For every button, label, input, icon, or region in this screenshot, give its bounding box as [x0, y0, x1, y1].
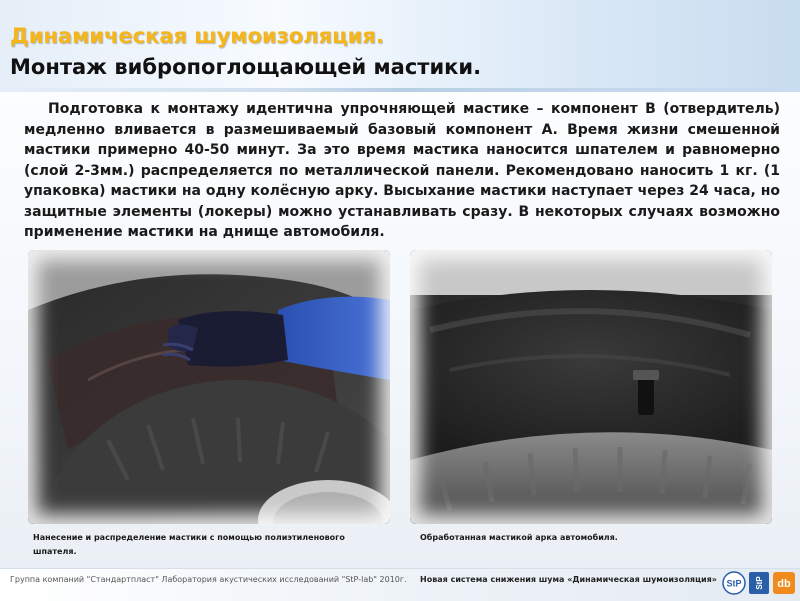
photo-treated-arch-image — [410, 250, 772, 524]
right-photo-caption: Обработанная мастикой арка автомобиля. — [420, 533, 618, 542]
left-photo-caption: Нанесение и распределение мастики с помощью полиэтиленового шпателя. — [33, 533, 345, 556]
footer-band — [0, 568, 800, 601]
page-subtitle: Монтаж вибропоглощающей мастики. — [10, 55, 482, 79]
page-title: Динамическая шумоизоляция. — [10, 24, 384, 48]
photo-applying-mastic — [28, 250, 390, 524]
db-logo-icon — [772, 571, 796, 595]
stp-logo-text: StP — [726, 578, 742, 589]
stp-logo-icon — [722, 571, 746, 595]
body-paragraph: Подготовка к монтажу идентична упрочняющей мастике – компонент В (отвердитель) медленно вливается в размешиваемый базовый компонент А. Время жизни смешенной мастики примерно 40-50 минут. За это время мастика наносится шпателем и равномерно (слой 2-3мм.) распределяется по металлической панели. Рекомендовано наносить 1 кг. (1 упаковка) мастики на одну колёсную арку. Высыхание мастики наступает через 24 часа, но защитные элементы (локеры) можно устанавливать сразу. В некоторых случаях возможно применение мастики на днище автомобиля. — [24, 101, 780, 240]
stp-lab-logo-text: StP — [755, 576, 764, 590]
footer-system-name: Новая система снижения шума «Динамическая шумоизоляция» — [420, 575, 717, 584]
photo-treated-arch — [410, 250, 772, 524]
stp-lab-logo-icon — [748, 571, 770, 595]
db-logo-text: db — [777, 578, 791, 590]
photo-applying-mastic-image — [28, 250, 390, 524]
footer-company: Группа компаний "Стандартпласт" Лаборатория акустических исследований "StP-lab" 2010г. — [10, 575, 407, 584]
